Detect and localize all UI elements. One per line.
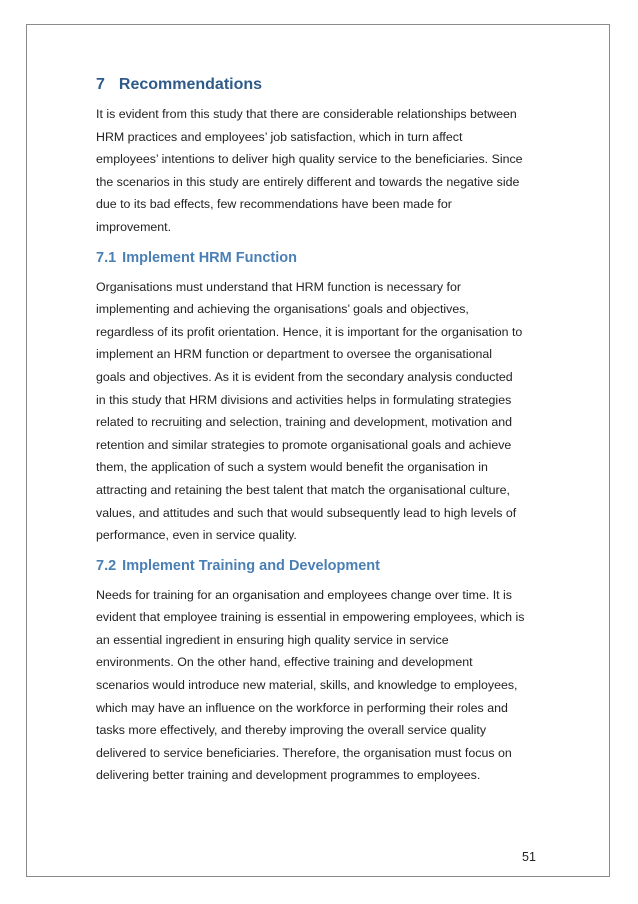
- paragraph-line: retention and similar strategies to promote organisational goals and achieve: [96, 437, 512, 452]
- paragraph-line: employees’ intentions to deliver high quality service to the beneficiaries. Since: [96, 152, 523, 167]
- subsection-number: 7.2: [96, 557, 117, 574]
- paragraph-line: delivered to service beneficiaries. Therefore, the organisation must focus on: [96, 745, 512, 760]
- paragraph-line: environments. On the other hand, effective training and development: [96, 655, 473, 670]
- section-title: Recommendations: [118, 76, 263, 93]
- subsection-number: 7.1: [96, 249, 117, 266]
- subsection-title: Implement HRM Function: [122, 249, 297, 266]
- section-heading: [96, 76, 548, 94]
- subsection-heading-7-2: [96, 558, 548, 574]
- paragraph-line: which may have an influence on the workforce in performing their roles and: [96, 700, 508, 715]
- subsection-heading-7-1: [96, 250, 548, 266]
- paragraph-line: improvement.: [96, 219, 172, 234]
- paragraph-line: implement an HRM function or department to oversee the organisational: [96, 347, 493, 362]
- paragraph-line: values, and attitudes and such that would subsequently lead to high levels of: [96, 505, 517, 520]
- paragraph-line: performance, even in service quality.: [96, 528, 297, 543]
- page-number: 51: [522, 850, 536, 864]
- section-number: 7: [96, 76, 105, 93]
- paragraph-line: an essential ingredient in ensuring high quality service in service: [96, 632, 449, 647]
- paragraph-line: due to its bad effects, few recommendations have been made for: [96, 197, 452, 212]
- paragraph-line: Organisations must understand that HRM function is necessary for: [96, 279, 462, 294]
- intro-paragraph: [96, 103, 548, 239]
- paragraph-line: delivering better training and development programmes to employees.: [96, 768, 481, 783]
- paragraph-line: goals and objectives. As it is evident from the secondary analysis conducted: [96, 369, 513, 384]
- subsection-title: Implement Training and Development: [122, 557, 380, 574]
- paragraph-line: implementing and achieving the organisations’ goals and objectives,: [96, 302, 469, 317]
- paragraph-line: HRM practices and employees’ job satisfaction, which in turn affect: [96, 129, 463, 144]
- paragraph-line: regardless of its profit orientation. Hence, it is important for the organisation to: [96, 324, 523, 339]
- paragraph-line: related to recruiting and selection, training and development, motivation and: [96, 415, 513, 430]
- paragraph-line: evident that employee training is essential in empowering employees, which is: [96, 610, 525, 625]
- subsection-paragraph-7-2: [96, 584, 548, 787]
- paragraph-line: tasks more effectively, and thereby improving the overall service quality: [96, 723, 487, 738]
- paragraph-line: scenarios would introduce new material, skills, and knowledge to employees,: [96, 678, 518, 693]
- paragraph-line: them, the application of such a system would benefit the organisation in: [96, 460, 488, 475]
- paragraph-line: the scenarios in this study are entirely different and towards the negative side: [96, 174, 520, 189]
- paragraph-line: in this study that HRM divisions and activities helps in formulating strategies: [96, 392, 512, 407]
- page-content: [96, 76, 548, 787]
- paragraph-line: Needs for training for an organisation and employees change over time. It is: [96, 587, 513, 602]
- paragraph-line: It is evident from this study that there are considerable relationships between: [96, 107, 517, 121]
- subsection-paragraph-7-1: [96, 276, 548, 547]
- paragraph-line: attracting and retaining the best talent that match the organisational culture,: [96, 482, 510, 497]
